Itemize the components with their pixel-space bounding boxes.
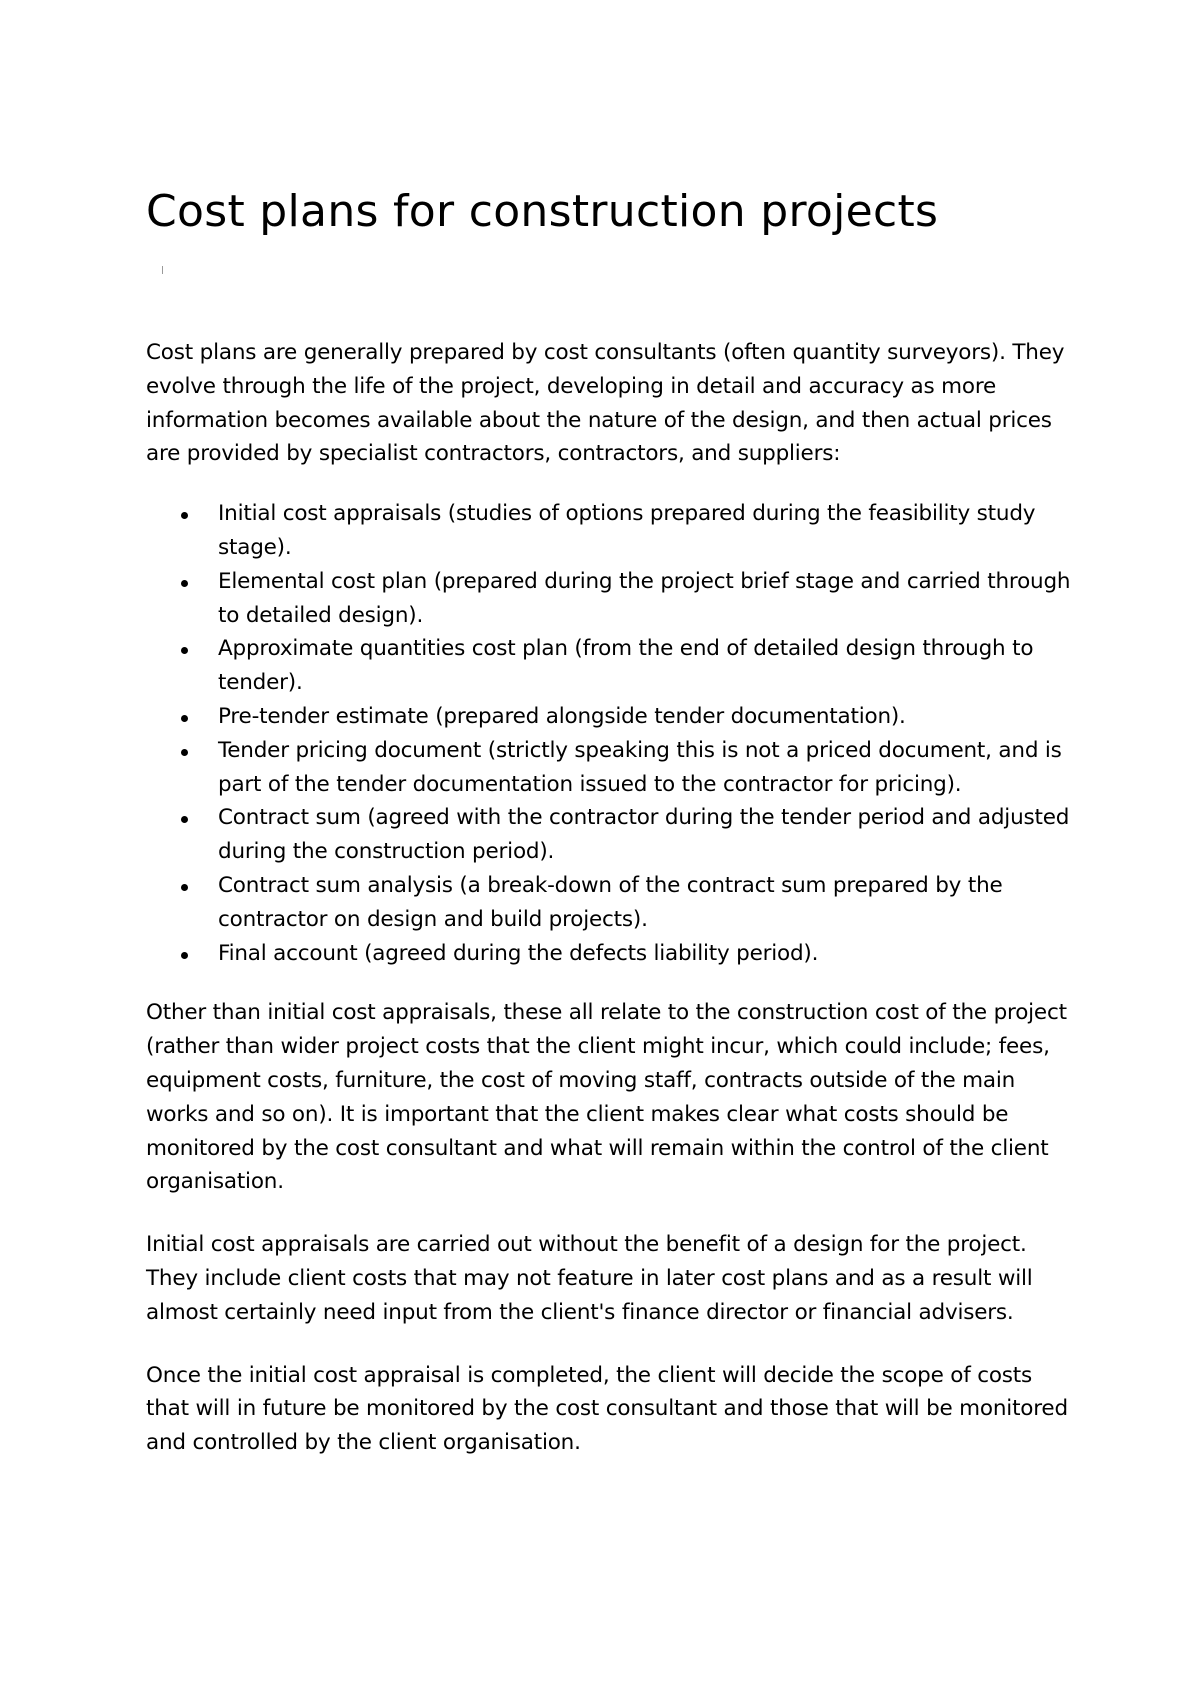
bullet-icon [181,816,188,823]
bullet-icon [181,749,188,756]
document-body [146,182,1076,1460]
bullet-icon [181,647,188,654]
list-item-text: Approximate quantities cost plan (from the end of detailed design through to tender). [218,636,1034,696]
bullet-icon [181,580,188,587]
list-item-text: Tender pricing document (strictly speaking this is not a priced document, and is part of the tender documentation issued to the contractor for pricing). [218,737,1062,797]
list-item [218,801,1076,869]
page-title: Cost plans for construction projects [146,186,939,237]
cost-plan-list [146,497,1076,970]
list-item [218,869,1076,937]
intro-paragraph: Cost plans are generally prepared by cost consultants (often quantity surveyors). They evolve through the life of the project, developing in detail and accuracy as more information becomes available about the nature of the design, and then actual prices are provided by specialist contractors, contractors, and suppliers: [146,340,1065,467]
list-item [218,700,1076,734]
list-item [218,497,1076,565]
list-item [218,632,1076,700]
bullet-icon [181,884,188,891]
monitoring-paragraph: Once the initial cost appraisal is completed, the client will decide the scope of costs that will in future be monitored by the cost consultant and those that will be monitored and controlled by the client organisation. [146,1362,1068,1456]
appraisal-paragraph: Initial cost appraisals are carried out without the benefit of a design for the project. They include client costs that may not feature in later cost plans and as a result will almost certainly need input from the client's finance director or financial advisers. [146,1232,1033,1325]
bullet-icon [181,715,188,722]
list-item [218,565,1076,633]
list-item-text: Elemental cost plan (prepared during the project brief stage and carried through to detailed design). [218,568,1071,628]
list-item-text: Contract sum (agreed with the contractor during the tender period and adjusted during the construction period). [218,805,1070,865]
list-item [218,937,1076,971]
list-item-text: Final account (agreed during the defects liability period). [218,940,819,966]
list-item-text: Pre-tender estimate (prepared alongside tender documentation). [218,703,906,729]
list-item [218,734,1076,802]
list-item-text: Contract sum analysis (a break-down of the contract sum prepared by the contractor on design and build projects). [218,872,1003,932]
bullet-icon [181,512,188,519]
scope-paragraph: Other than initial cost appraisals, these all relate to the construction cost of the project (rather than wider project costs that the client might incur, which could include; fees, equipment costs, furniture, the cost of moving staff, contracts outside of the main works and so on). It is important that the client makes clear what costs should be monitored by the cost consultant and what will remain within the control of the client organisation. [146,1000,1067,1195]
bullet-icon [181,952,188,959]
list-item-text: Initial cost appraisals (studies of options prepared during the feasibility study stage). [218,501,1036,560]
